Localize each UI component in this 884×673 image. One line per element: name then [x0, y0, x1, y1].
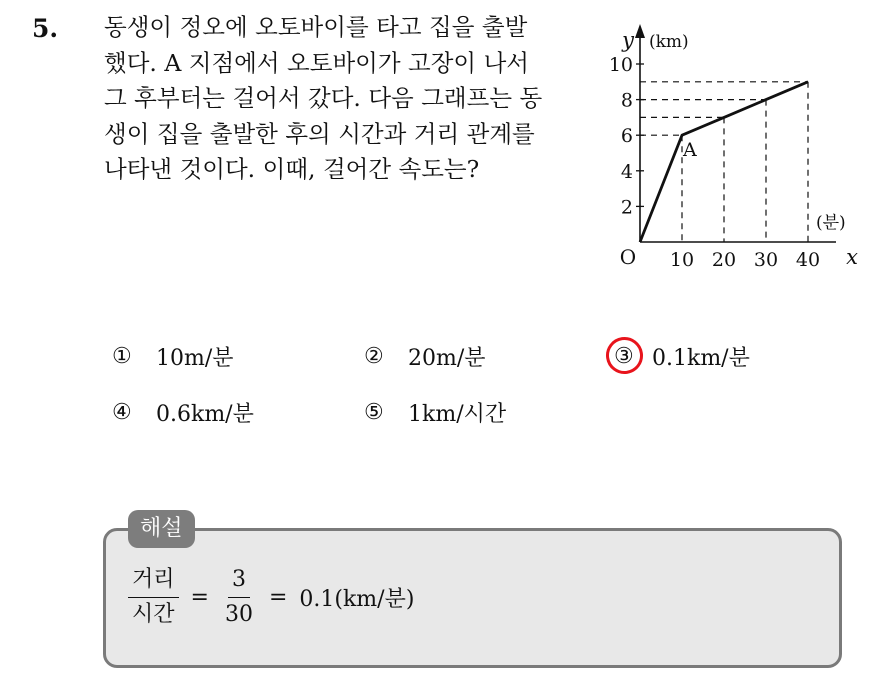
x-tick-label: 30: [753, 249, 779, 271]
y-tick-label: 4: [620, 160, 633, 183]
distance-time-graph: [600, 20, 860, 275]
point-a-label: A: [683, 139, 697, 162]
x-tick-label: 20: [711, 249, 737, 271]
choice-mark-container: [614, 344, 652, 369]
fraction-numerator: 3: [228, 566, 250, 598]
equals-sign: =: [190, 585, 209, 610]
fraction-numerator: 거리: [128, 566, 179, 598]
question-line: 동생이 정오에 오토바이를 타고 집을 출발: [104, 13, 528, 41]
solution-tag: 해설: [128, 510, 195, 548]
fraction-distance-over-time: [128, 566, 179, 629]
y-axis-arrow-icon: [635, 24, 645, 38]
choice-3[interactable]: [614, 341, 750, 372]
choice-text: 0.1km/분: [652, 346, 750, 371]
y-axis-label: y: [622, 28, 634, 52]
answer-circle-icon: [604, 335, 646, 377]
origin-label: O: [619, 245, 637, 269]
question-line: 그 후부터는 걸어서 갔다. 다음 그래프는 동: [104, 84, 543, 112]
choice-text: 1km/시간: [408, 402, 507, 427]
choice-mark: ①: [112, 344, 132, 369]
question-line: 했다. A 지점에서 오토바이가 고장이 나서: [104, 48, 530, 77]
y-tick-label: 8: [620, 89, 633, 112]
x-tick-label: 40: [795, 249, 821, 271]
x-tick-label: 10: [669, 249, 695, 271]
choice-1[interactable]: [112, 341, 234, 372]
choice-text: 20m/분: [408, 346, 486, 371]
x-unit-label: (분): [816, 213, 846, 233]
fraction-denominator: 30: [224, 602, 253, 627]
question-text: [104, 10, 584, 188]
choice-mark: ⑤: [364, 400, 384, 425]
y-tick-label: 2: [620, 196, 633, 219]
fraction-denominator: 시간: [132, 602, 175, 627]
choice-text: 0.6km/분: [156, 402, 254, 427]
choice-2[interactable]: [364, 341, 486, 372]
equals-sign: =: [268, 585, 288, 610]
y-tick-label: 6: [620, 125, 633, 148]
choice-mark: ④: [112, 400, 132, 425]
question-number: 5.: [32, 14, 59, 43]
choice-mark: ③: [614, 344, 634, 369]
choice-text: 10m/분: [156, 346, 234, 371]
solution-formula: [128, 566, 414, 629]
choice-5[interactable]: [364, 397, 506, 428]
question-line: 나타낸 것이다. 이때, 걸어간 속도는?: [104, 155, 480, 183]
solution-result: 0.1(km/분): [299, 587, 415, 612]
y-tick-label: 10: [608, 54, 633, 76]
y-unit-label: (km): [649, 32, 689, 52]
choice-4[interactable]: [112, 397, 254, 428]
fraction-3-over-30: [221, 566, 257, 629]
question-line: 생이 집을 출발한 후의 시간과 거리 관계를: [104, 119, 535, 148]
x-axis-label: x: [846, 245, 858, 269]
choice-mark: ②: [364, 344, 384, 369]
